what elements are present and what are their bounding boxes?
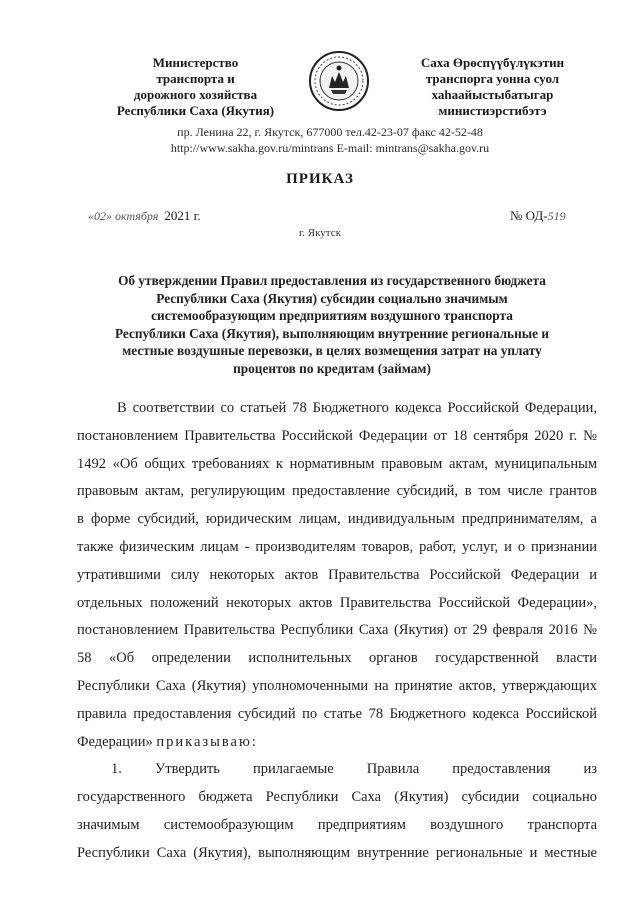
body-line: утратившими силу некоторых актов Правительства Российской Федерации и — [77, 566, 597, 583]
body-line: В соответствии со статьей 78 Бюджетного кодекса Российской Федерации, — [117, 400, 597, 416]
subject-line: Об утверждении Правил предоставления из государственного бюджета — [118, 273, 546, 288]
order-body — [77, 395, 597, 868]
body-line: Республики Саха (Якутия) уполномоченными на принятие актов, утверждающих — [77, 677, 597, 694]
body-line: правовым актам, регулирующим предоставление субсидий, в том числе грантов — [77, 483, 597, 500]
body-line: отдельных положений некоторых актов Правительства Российской Федерации», — [77, 594, 597, 611]
item-1-line: Республики Саха (Якутия), выполняющим внутренние региональные и местные — [77, 844, 597, 861]
body-line: постановлением Правительства Республики Саха (Якутия) от 29 февраля 2016 № — [77, 622, 597, 639]
decree-line — [77, 729, 597, 757]
ministry-name-russian — [88, 55, 303, 119]
order-number-prefix: № ОД- — [510, 208, 548, 223]
handwritten-order-number: 519 — [547, 209, 566, 223]
subject-line: Республики Саха (Якутия), выполняющим внутренние региональные и — [114, 325, 550, 341]
body-line: 1492 «Об общих требованиях к нормативным правовым актам, муниципальным — [77, 455, 597, 472]
item-1-line: 1. Утвердить прилагаемые Правила предоставления из — [111, 761, 597, 778]
item-1-line: значимым системообразующим предприятиям воздушного транспорта — [77, 816, 597, 833]
order-city: г. Якутск — [299, 227, 341, 239]
ministry-ru-line: Министерство — [152, 55, 239, 70]
body-line: 58 «Об определении исполнительных органов государственной власти — [77, 650, 597, 667]
handwritten-date: «02» октября — [88, 209, 159, 223]
body-line: постановлением Правительства Российской Федерации от 18 сентября 2020 г. № — [77, 427, 597, 444]
ministry-name-sakha — [380, 55, 605, 119]
ministry-ru-line: дорожного хозяйства — [133, 87, 258, 102]
subject-line: системообразующим предприятиям воздушного транспорта — [151, 308, 513, 324]
body-line: правила предоставления субсидий по статье 78 Бюджетного кодекса Российской — [77, 705, 597, 722]
decree-word: приказываю: — [156, 733, 258, 750]
body-line: в форме субсидий, юридическим лицам, индивидуальным предпринимателям, а — [77, 511, 597, 528]
order-number — [510, 208, 566, 224]
decree-line-start: Федерации» — [77, 733, 153, 750]
subject-line: местные воздушные перевозки, в целях возмещения затрат на уплату — [122, 343, 542, 359]
item-1-line: государственного бюджета Республики Саха (Якутия) субсидии социально — [77, 789, 597, 806]
ministry-ru-line: Республики Саха (Якутия) — [116, 103, 275, 118]
ministry-ru-line: транспорта и — [156, 71, 235, 86]
sakha-emblem-icon — [308, 50, 370, 112]
body-line: также физическим лицам - производителям товаров, работ, услуг, и о признании — [77, 538, 597, 555]
order-title: ПРИКАЗ — [286, 171, 354, 187]
subject-line: Республики Саха (Якутия) субсидии социально значимым — [156, 290, 508, 306]
ministry-contacts — [90, 124, 570, 156]
order-year: 2021 г. — [164, 208, 201, 223]
ministry-sah-line: министиэрстибэтэ — [438, 103, 547, 118]
subject-line: процентов по кредитам (займам) — [233, 360, 431, 376]
ministry-address: пр. Ленина 22, г. Якутск, 677000 тел.42-23-07 факс 42-52-48 — [177, 125, 483, 139]
ministry-web-email: http://www.sakha.gov.ru/mintrans E-mail: mintrans@sakha.gov.ru — [170, 141, 490, 155]
ministry-sah-line: Саха Өрөспүүбүлүкэтин — [420, 55, 565, 70]
order-date — [88, 208, 201, 224]
ministry-sah-line: хаһаайыстыбатыгар — [431, 87, 554, 102]
order-subject — [82, 272, 582, 378]
ministry-sah-line: транспорга уонна суол — [425, 71, 560, 86]
